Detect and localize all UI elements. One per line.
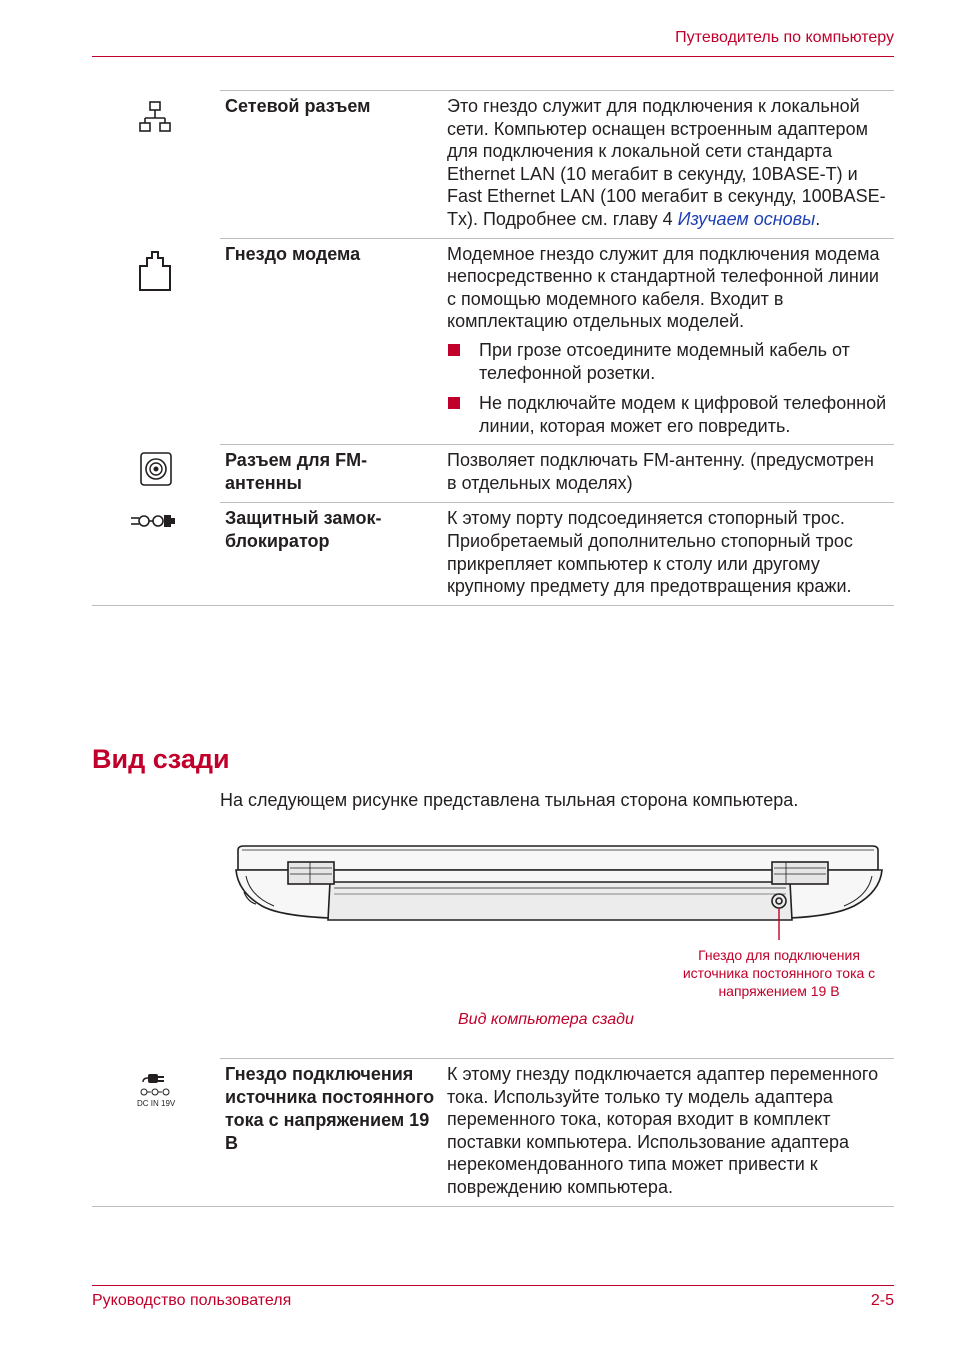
page-number: 2-5 [870,1292,894,1309]
chapter-link[interactable]: Изучаем основы [677,208,816,229]
dc-in-callout: Гнездо для подключения источника постоянного тока с напряжением 19 В [682,947,876,999]
fm-antenna-icon [140,452,174,488]
port-description [443,238,894,445]
list-item-text: Не подключайте модем к цифровой телефонной линии, которая может его повредить. [479,393,887,436]
bullet-square-icon [448,344,460,356]
dc-in-icon [136,1070,176,1110]
dc-in-label: DC IN 19V [137,1099,176,1108]
table-row [92,444,894,502]
modem-icon [137,250,173,292]
port-description-text: Это гнездо служит для подключения к локальной сети. Компьютер оснащен встроенным адаптером для подключения к локальной сети стандарта Ethernet LAN (10 мегабит в секунду, 10BASE-T) и Fast Ethernet LAN (100 мегабит в секунду, 100BASE-Tx). Подробнее см. главу 4 [447,96,886,229]
table-row [92,238,894,445]
icon-cell [92,90,220,238]
header-rule [92,56,894,57]
ports-table [92,90,894,606]
port-description-text: Модемное гнездо служит для подключения модема непосредственно к стандартной телефонной линии с помощью модемного кабеля. Входит в комплектацию отдельных моделей. [447,243,880,332]
network-icon [139,100,173,136]
bullet-square-icon [448,397,460,409]
port-description: К этому порту подсоединяется стопорный трос. Приобретаемый дополнительно стопорный трос прикрепляет компьютер к столу или другому крупному предмету для предотвращения кражи. [443,502,894,604]
warning-list [447,339,888,437]
table-row [92,1058,894,1206]
port-description [443,90,894,238]
icon-cell [92,1058,220,1206]
port-term: Гнездо подключения источника постоянного тока с напряжением 19 В [220,1058,443,1206]
section-intro: На следующем рисунке представлена тыльная сторона компьютера. [220,790,799,810]
list-item [447,339,888,384]
dc-port-table [92,1058,894,1207]
security-lock-icon [130,512,176,532]
list-item [447,392,888,437]
port-term: Разъем для FM-антенны [220,444,443,502]
port-description-end: . [815,208,821,229]
table-row [92,90,894,238]
icon-cell [92,444,220,502]
port-term: Гнездо модема [220,238,443,445]
running-header: Путеводитель по компьютеру [675,29,894,46]
list-item-text: При грозе отсоедините модемный кабель от телефонной розетки. [479,339,850,383]
port-description: Позволяет подключать FM-антенну. (предусмотрен в отдельных моделях) [443,444,894,502]
footer-title: Руководство пользователя [92,1292,292,1309]
icon-cell [92,502,220,604]
port-term: Защитный замок-блокиратор [220,502,443,604]
port-description: К этому гнезду подключается адаптер переменного тока. Используйте только ту модель адаптера переменного тока, которая входит в комплект поставки компьютера. Использование адаптера нерекомендованного типа может привести к повреждению компьютера. [443,1058,894,1206]
figure-caption: Вид компьютера сзади [458,1011,634,1028]
port-term: Сетевой разъем [220,90,443,238]
table-row [92,502,894,604]
footer-rule [92,1285,894,1286]
icon-cell [92,238,220,445]
section-title: Вид сзади [92,744,230,774]
